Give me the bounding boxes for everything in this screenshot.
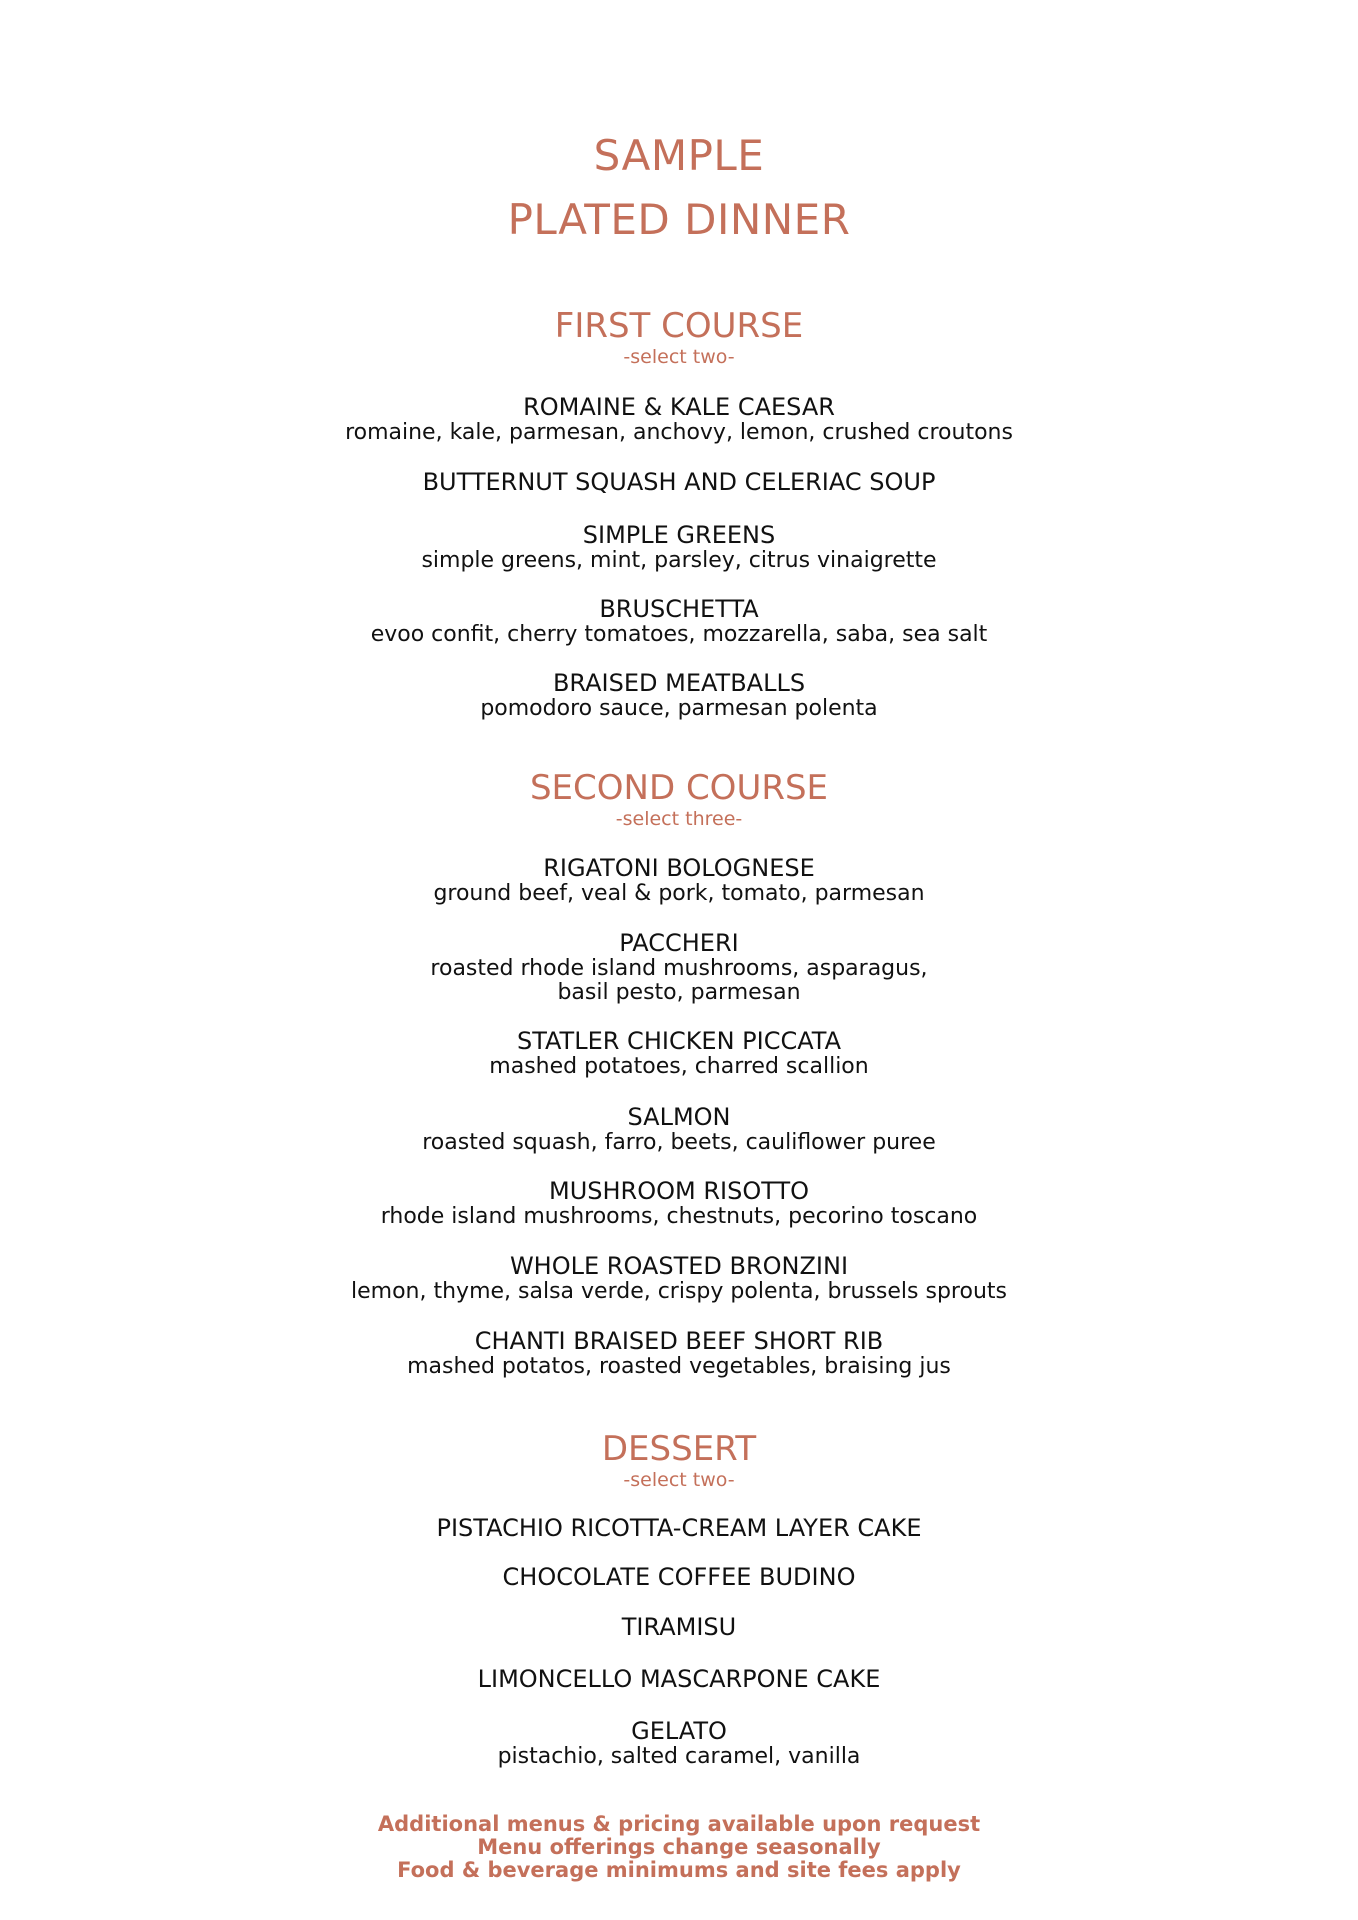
footer-note-minimums: Food & beverage minimums and site fees apply — [397, 1858, 961, 1882]
menu-item-name: GELATO — [631, 1717, 727, 1745]
menu-item — [0, 468, 1358, 496]
menu-item — [0, 1327, 1358, 1379]
menu-item-description: evoo confit, cherry tomatoes, mozzarella, saba, sea salt — [370, 622, 988, 647]
menu-item — [0, 1027, 1358, 1079]
first-course-title: FIRST COURSE — [554, 306, 804, 346]
second-course-title: SECOND COURSE — [529, 768, 829, 808]
menu-item-description: roasted rhode island mushrooms, asparagus, basil pesto, parmesan — [430, 956, 928, 1005]
menu-item-description: mashed potatos, roasted vegetables, braising jus — [407, 1354, 951, 1379]
menu-item-name: MUSHROOM RISOTTO — [548, 1177, 809, 1205]
menu-item-name: SIMPLE GREENS — [582, 521, 776, 549]
menu-item — [0, 1665, 1358, 1693]
menu-item — [0, 521, 1358, 573]
menu-footer — [0, 1813, 1358, 1882]
menu-item — [0, 669, 1358, 721]
menu-item-description: pistachio, salted caramel, vanilla — [497, 1744, 861, 1769]
menu-title-line-2: PLATED DINNER — [507, 195, 851, 244]
second-course-header — [0, 768, 1358, 830]
menu-title-line-1: SAMPLE — [593, 131, 765, 180]
menu-item — [0, 1613, 1358, 1641]
first-course-header — [0, 306, 1358, 368]
menu-item — [0, 1252, 1358, 1304]
menu-item-name: RIGATONI BOLOGNESE — [543, 854, 815, 882]
menu-title — [0, 124, 1358, 252]
dessert-header — [0, 1429, 1358, 1491]
menu-item — [0, 1563, 1358, 1591]
menu-item — [0, 1514, 1358, 1542]
menu-item-name: SALMON — [627, 1103, 731, 1131]
footer-note-pricing: Additional menus & pricing available upon request — [377, 1812, 981, 1836]
first-course-subtitle: -select two- — [623, 346, 735, 368]
menu-item — [0, 1103, 1358, 1155]
footer-note-seasonal: Menu offerings change seasonally — [477, 1835, 881, 1859]
menu-item-description: roasted squash, farro, beets, cauliflower puree — [422, 1130, 936, 1155]
menu-item-name: PISTACHIO RICOTTA-CREAM LAYER CAKE — [436, 1514, 922, 1542]
menu-item-name: CHANTI BRAISED BEEF SHORT RIB — [474, 1327, 884, 1355]
menu-item-name: BRUSCHETTA — [599, 595, 759, 623]
menu-item — [0, 929, 1358, 1005]
menu-item — [0, 1717, 1358, 1769]
menu-item — [0, 393, 1358, 445]
menu-item-description: lemon, thyme, salsa verde, crispy polenta, brussels sprouts — [351, 1279, 1007, 1304]
menu-item — [0, 595, 1358, 647]
menu-item-name: STATLER CHICKEN PICCATA — [516, 1027, 842, 1055]
menu-item-description: pomodoro sauce, parmesan polenta — [480, 696, 878, 721]
menu-item — [0, 854, 1358, 906]
menu-item-name: TIRAMISU — [621, 1613, 737, 1641]
menu-item-name: WHOLE ROASTED BRONZINI — [509, 1252, 849, 1280]
menu-item-description: mashed potatoes, charred scallion — [489, 1054, 869, 1079]
menu-item-name: PACCHERI — [619, 929, 739, 957]
menu-item-name: CHOCOLATE COFFEE BUDINO — [502, 1563, 856, 1591]
second-course-subtitle: -select three- — [615, 808, 743, 830]
menu-item-name: LIMONCELLO MASCARPONE CAKE — [477, 1665, 881, 1693]
dessert-subtitle: -select two- — [623, 1469, 735, 1491]
menu-item-name: ROMAINE & KALE CAESAR — [523, 393, 835, 421]
menu-item-name: BRAISED MEATBALLS — [552, 669, 806, 697]
menu-item-description: ground beef, veal & pork, tomato, parmesan — [433, 881, 925, 906]
dessert-title: DESSERT — [601, 1429, 757, 1469]
menu-item-description: romaine, kale, parmesan, anchovy, lemon, crushed croutons — [345, 420, 1013, 445]
menu-item — [0, 1177, 1358, 1229]
menu-item-description: simple greens, mint, parsley, citrus vinaigrette — [421, 548, 937, 573]
menu-item-description: rhode island mushrooms, chestnuts, pecorino toscano — [380, 1204, 978, 1229]
menu-item-name: BUTTERNUT SQUASH AND CELERIAC SOUP — [422, 468, 936, 496]
